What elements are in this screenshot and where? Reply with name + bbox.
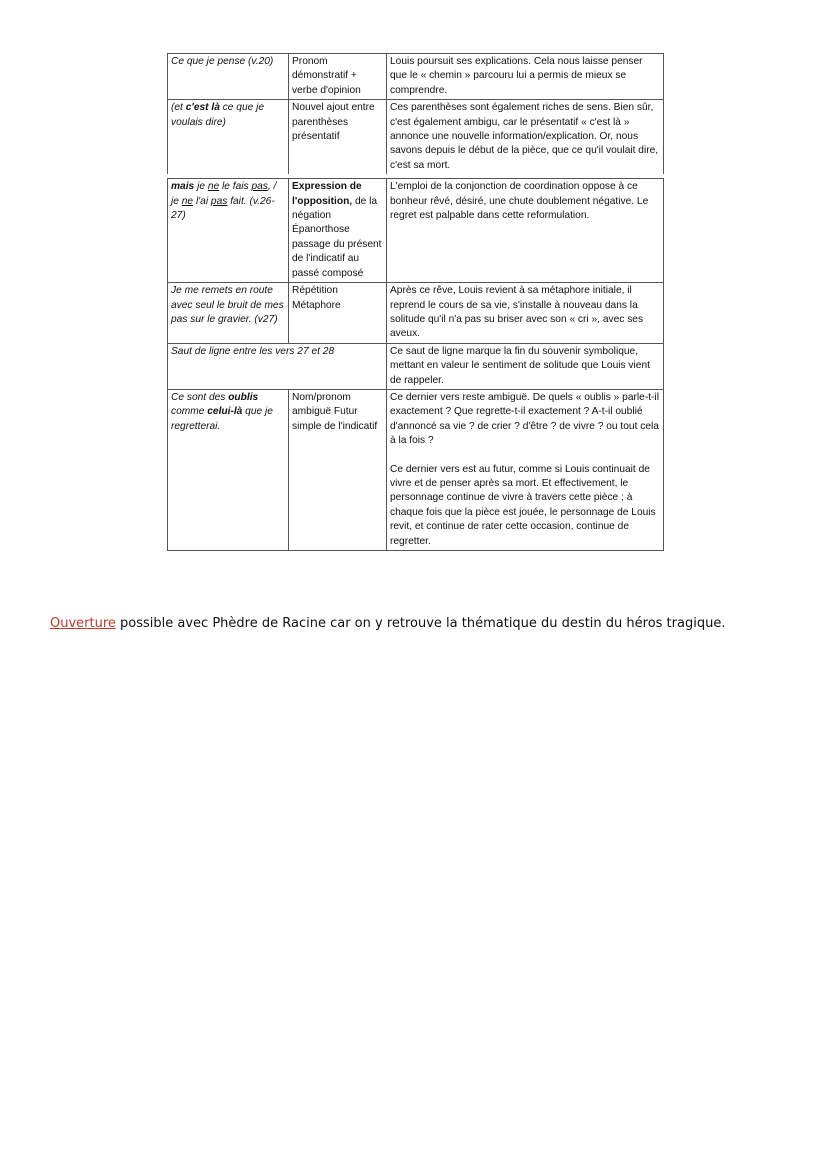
citation-emphasis: c'est là <box>185 102 220 114</box>
citation-cell <box>168 179 288 282</box>
procede-cell: Pronom démonstratif + verbe d'opinion <box>288 54 386 99</box>
analyse-cell: Ces parenthèses sont également riches de sens. Bien sûr, c'est également ambigu, car le présentatif « c'est là » annonce une nouvelle information/explication. Or, nous savons depuis le début de la pièce, que ce qu'il voulait dire, c'est sa mort. <box>386 100 663 174</box>
citation-cell: Ce que je pense (v.20) <box>171 56 274 67</box>
citation-text: l'ai <box>193 195 211 207</box>
citation-underline: pas <box>210 195 228 207</box>
table-row <box>168 54 663 100</box>
table-section <box>167 53 664 174</box>
citation-text: comme <box>171 406 208 418</box>
procede-text: de la négation Épanorthose passage du présent de l'indicatif au passé composé <box>292 195 382 279</box>
citation-text: (et <box>171 102 186 114</box>
analyse-cell: L'emploi de la conjonction de coordination oppose à ce bonheur rêvé, désiré, une chute doublement négative. Le regret est palpable dans cette reformulation. <box>386 179 663 282</box>
citation-underline: ne <box>207 181 220 193</box>
citation-cell: Saut de ligne entre les vers 27 et 28 <box>171 345 335 357</box>
citation-text: le fais <box>219 181 252 193</box>
citation-underline: ne <box>181 195 194 207</box>
ouverture-paragraph <box>50 615 790 633</box>
citation-emphasis: oublis <box>228 391 259 403</box>
table-row <box>168 179 663 283</box>
analyse-cell: Après ce rêve, Louis revient à sa métaphore initiale, il reprend le cours de sa vie, s'installe à nouveau dans la solitude qu'il n'a pas su briser avec son « cri », avec ses aveux. <box>386 283 663 343</box>
citation-text: que je regretterai. <box>171 406 273 432</box>
citation-cell: Je me remets en route avec seul le bruit de mes pas sur le gravier. (v27) <box>171 285 284 325</box>
table-section <box>167 178 664 551</box>
analyse-paragraph: Ce dernier vers est au futur, comme si Louis continuait de vivre et de penser après sa mort. Et effectivement, le personnage continue de vivre à travers cette pièce ; à chaque fois que la pièce est jouée, le personnage de Louis revit, et continue de rater cette occasion, continue de regretter. <box>390 463 656 547</box>
procede-cell <box>288 179 386 282</box>
table-row <box>168 283 663 344</box>
procede-cell: Nom/pronom ambiguë Futur simple de l'indicatif <box>288 390 386 550</box>
citation-cell <box>168 100 288 174</box>
table-row <box>168 100 663 174</box>
analyse-cell: Ce saut de ligne marque la fin du souvenir symbolique, mettant en valeur le sentiment de solitude que Louis vient de rappeler. <box>386 344 663 389</box>
ouverture-text: possible avec Phèdre de Racine car on y retrouve la thématique du destin du héros tragique. <box>115 616 726 631</box>
citation-text: , / <box>267 181 277 193</box>
citation-text: je <box>194 181 208 193</box>
procede-cell: Répétition Métaphore <box>288 283 386 343</box>
citation-emphasis: mais <box>171 181 195 193</box>
analyse-cell <box>386 390 663 550</box>
citation-text: fait. (v.26-27) <box>171 195 275 222</box>
citation-text: ce que je voulais dire) <box>171 102 265 128</box>
analysis-table <box>167 53 664 551</box>
citation-cell <box>168 390 288 550</box>
analyse-paragraph: Ce dernier vers reste ambiguë. De quels « oublis » parle-t-il exactement ? Que regrette-t-il exactement ? A-t-il oublié d'annoncé sa vie ? de crier ? d'être ? de vivre ? ou tout cela à la fois ? <box>390 391 659 447</box>
citation-underline: pas <box>251 181 268 193</box>
table-row <box>168 344 663 390</box>
ouverture-link[interactable]: Ouverture <box>50 616 116 631</box>
table-row <box>168 390 663 550</box>
citation-emphasis: celui-là <box>207 406 243 418</box>
citation-text: Ce sont des <box>171 391 229 403</box>
procede-emphasis: Expression de l'opposition, <box>292 181 362 207</box>
citation-text: je <box>171 195 182 207</box>
procede-cell: Nouvel ajout entre parenthèses présentatif <box>288 100 386 174</box>
analyse-cell: Louis poursuit ses explications. Cela nous laisse penser que le « chemin » parcouru lui a permis de mieux se comprendre. <box>386 54 663 99</box>
